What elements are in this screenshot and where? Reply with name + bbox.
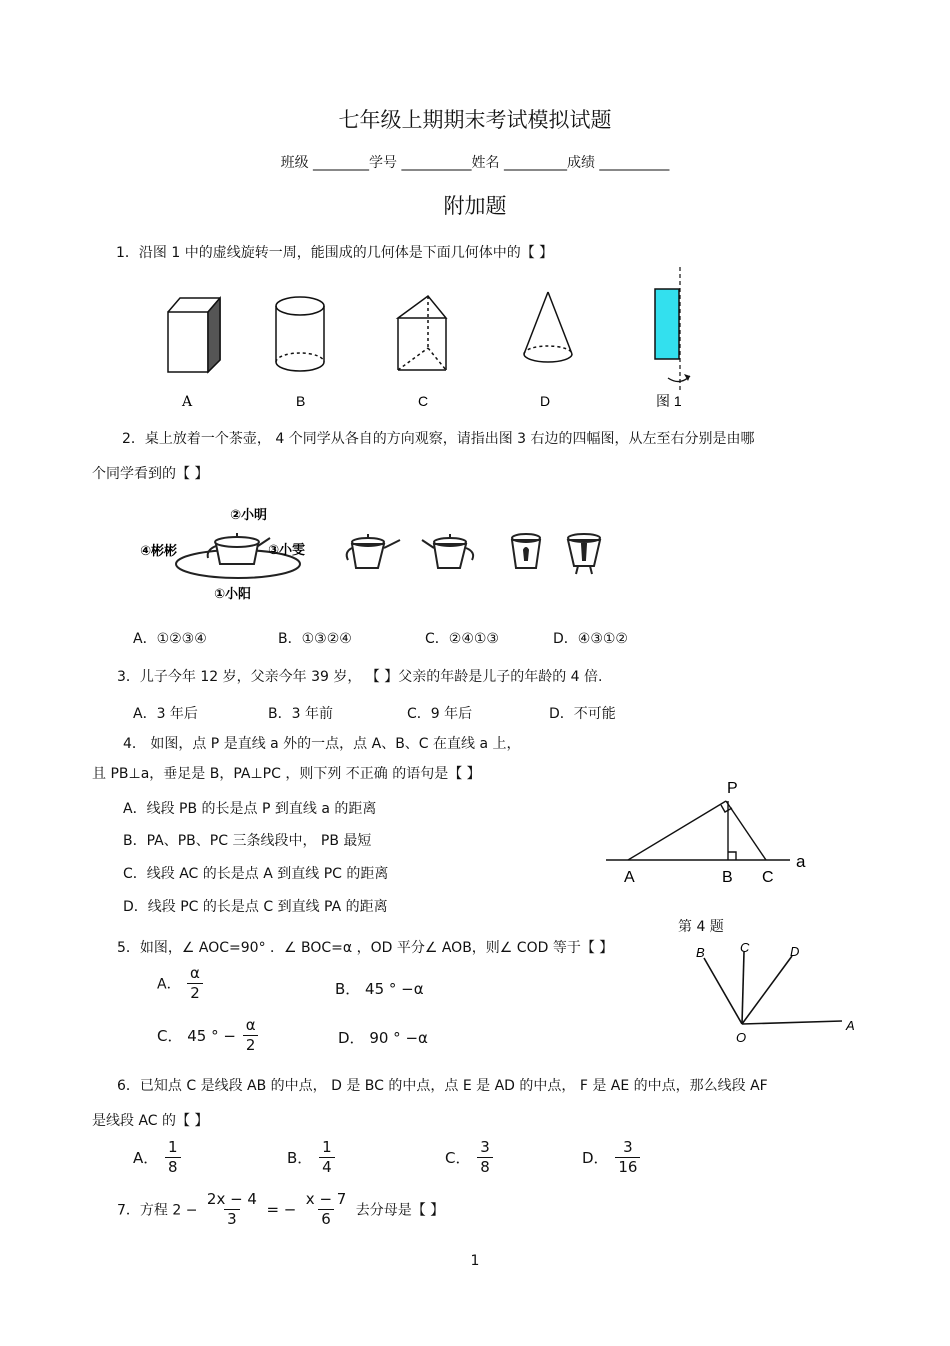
cone-solid [524,292,572,362]
q2-figure [138,500,618,610]
teapot-view-4 [568,534,600,574]
fraction-numerator: 1 [322,1138,332,1156]
q5-option-c-fraction [243,1016,259,1055]
fraction-numerator: 2x − 4 [206,1190,257,1208]
fraction-numerator: α [190,964,200,982]
fraction-numerator: 3 [623,1138,633,1156]
q6-option-fraction [477,1138,493,1177]
fraction-denominator: 4 [319,1157,335,1177]
q1-label-c: C [418,393,429,409]
fraction-numerator: 3 [480,1138,490,1156]
q5-label-a: A [846,1018,855,1033]
fraction-denominator: 16 [615,1157,640,1177]
q2-option-c: C．②④①③ [425,631,499,647]
q1-figure [150,262,710,412]
cuboid-solid [168,298,220,372]
q4-caption: 第 4 题 [678,919,724,935]
q4-text-line2: 且 PB⊥a，垂足是 B，PA⊥PC ，则下列 不正确 的语句是【 】 [92,766,481,782]
fraction-numerator: x − 7 [305,1190,347,1208]
q3-option-c: C．9 年后 [407,706,473,722]
q1-text: 1．沿图 1 中的虚线旋转一周，能围成的几何体是下面几何体中的【 】 [116,245,554,261]
cylinder-solid [276,297,324,371]
q4-text-line1: 4． 如图，点 P 是直线 a 外的一点，点 A、B、C 在直线 a 上， [123,736,521,752]
q4-label-line-a: a [796,852,806,871]
q4-label-p: P [727,780,738,797]
q1-label-fig: 图 1 [656,393,682,409]
q4-figure [600,775,820,890]
q5-option-c-label: C． 45 ° − [157,1026,236,1045]
q3-option-d: D．不可能 [549,706,616,722]
q6-option-label: C． [445,1148,471,1167]
q5-label-d: D [790,944,800,959]
rotating-rectangle [655,267,690,392]
q4-option-a: A．线段 PB 的长是点 P 到直线 a 的距离 [123,801,377,817]
teapot-view-3 [512,534,540,568]
q6-option-label: B． [287,1148,313,1167]
q2-option-b: B．①③②④ [278,631,352,647]
fraction-denominator: 8 [165,1157,181,1177]
q5-label-o: O [736,1030,747,1045]
fraction-numerator: 1 [168,1138,178,1156]
prism-solid [398,296,446,370]
q3-text: 3．儿子今年 12 岁，父亲今年 39 岁， 【 】父亲的年龄是儿子的年龄的 4 倍. [117,669,603,685]
q6-option-c [445,1138,495,1177]
fraction-denominator: 8 [477,1157,493,1177]
q6-option-fraction [165,1138,181,1177]
q5-option-b: B． 45 ° −α [335,980,424,998]
q4-option-d: D．线段 PC 的长是点 C 到直线 PA 的距离 [123,899,388,915]
observer-xiaoyang: ①小阳 [214,586,252,601]
fraction-denominator: 2 [187,983,203,1003]
q7-text [117,1190,444,1229]
q4-option-b: B．PA、PB、PC 三条线段中， PB 最短 [123,833,372,849]
fraction-denominator: 6 [318,1209,334,1229]
page-title: 七年级上期期末考试模拟试题 [338,108,612,132]
q2-text-line2: 个同学看到的【 】 [92,466,209,482]
q7-fraction-left [204,1190,260,1229]
q4-option-c: C．线段 AC 的长是点 A 到直线 PC 的距离 [123,866,389,882]
page-number: 1 [470,1253,480,1269]
q5-option-a-fraction [187,964,203,1003]
fraction-numerator: α [245,1016,256,1034]
q6-option-fraction [615,1138,640,1177]
q2-option-a: A．①②③④ [133,631,207,647]
q5-text: 5．如图，∠ AOC=90° ．∠ BOC=α ，OD 平分∠ AOB，则∠ COD 等于【 】 [117,940,614,956]
q5-option-a [157,964,205,1003]
q6-text-line1: 6．已知点 C 是线段 AB 的中点， D 是 BC 的中点，点 E 是 AD 的中点， F 是 AE 的中点，那么线段 AF [117,1078,768,1094]
q4-label-b: B [722,869,733,886]
q6-option-b [287,1138,337,1177]
q6-option-a [133,1138,183,1177]
q7-suffix: 去分母是【 】 [355,1202,445,1219]
q3-option-a: A．3 年后 [133,706,198,722]
q1-label-a: A [182,394,193,410]
q7-fraction-right [303,1190,350,1229]
q2-option-d: D．④③①② [553,631,628,647]
q5-label-b: B [696,945,705,960]
q3-option-b: B．3 年前 [268,706,333,722]
observer-binbin: ④彬彬 [140,543,178,558]
q4-label-a: A [624,869,635,886]
q1-label-d: D [540,393,551,409]
q7-prefix: 7．方程 2 − [117,1202,198,1219]
observer-xiaoming: ②小明 [230,507,268,522]
q6-option-label: D． [582,1148,609,1167]
q6-option-label: A． [133,1148,159,1167]
section-title: 附加题 [443,194,507,218]
observer-xiaowen: ③小雯 [268,542,306,557]
q7-equals: = − [266,1200,297,1219]
q1-label-b: B [296,393,306,409]
student-info-line: 班级 ________学号 __________姓名 _________成绩 __________ [280,155,670,171]
q4-label-c: C [762,869,774,886]
q6-text-line2: 是线段 AC 的【 】 [92,1113,209,1129]
q2-text-line1: 2．桌上放着一个茶壶， 4 个同学从各自的方向观察，请指出图 3 右边的四幅图，从左至右分别是由哪 [122,431,755,447]
q5-option-c [157,1016,261,1055]
q5-option-d: D． 90 ° −α [338,1029,428,1047]
q5-option-a-label: A． [157,976,181,993]
q6-option-d [582,1138,642,1177]
q5-label-c: C [740,940,750,955]
teapot-view-1 [347,534,400,568]
fraction-denominator: 3 [224,1209,240,1229]
q6-option-fraction [319,1138,335,1177]
teapot-view-2 [422,534,473,568]
fraction-denominator: 2 [243,1035,259,1055]
q5-figure [686,938,866,1048]
